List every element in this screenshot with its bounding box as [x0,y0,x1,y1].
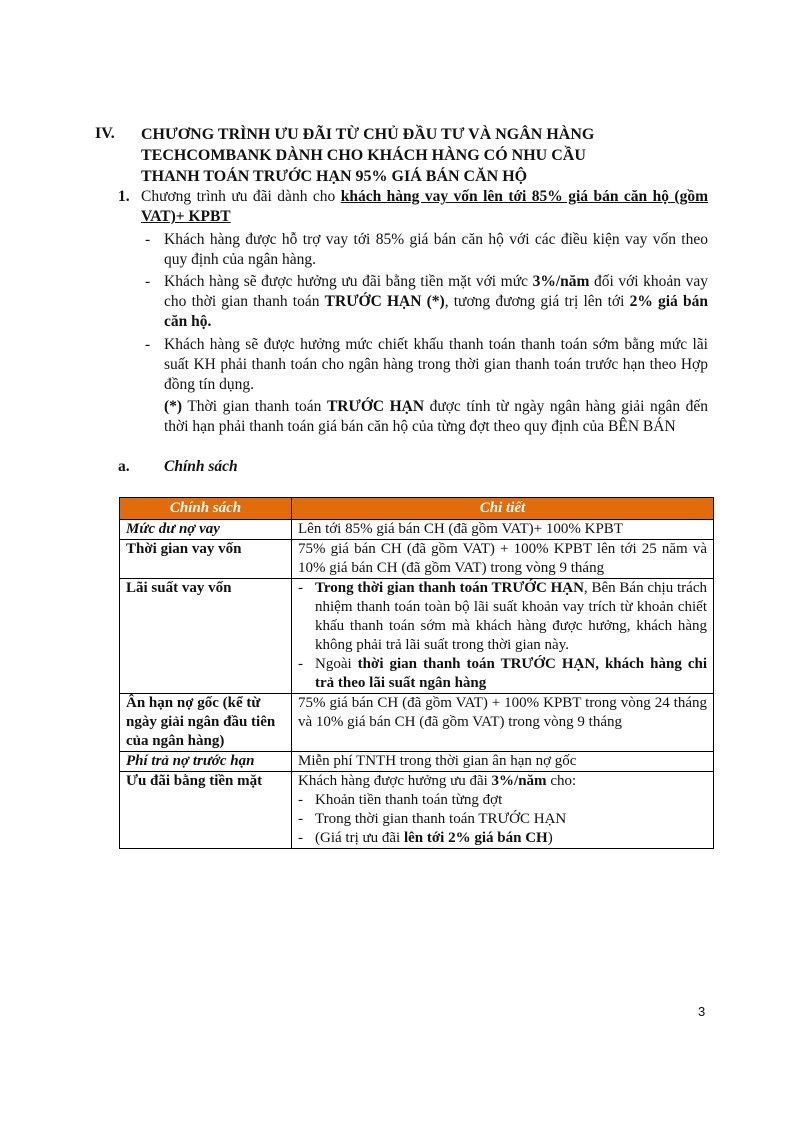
bullet-cash-incentive [164,272,708,332]
cell-text: Trong thời gian thanh toán TRƯỚC HẠN [315,811,567,827]
cell-text: ) [547,830,553,846]
bullet-text-part: đối với khoản vay cho thời gian thanh toán [164,273,708,310]
item-intro-text: Chương trình ưu đãi dành cho [141,188,341,205]
cell-bold: thời gian thanh toán TRƯỚC HẠN, khách hàng chi trả theo lãi suất ngân hàng [315,656,707,691]
cell-text: Ngoài [315,656,358,672]
cell-dash: - [298,830,303,846]
cell-bullet [298,810,707,829]
footnote-text: Thời gian thanh toán [182,398,327,415]
table-header-row [120,498,714,520]
row-detail: 75% giá bán CH (đã gồm VAT) + 100% KPBT lên tới 25 năm và 10% giá bán CH (đã gồm VAT) trong vòng 9 tháng [292,540,714,579]
cell-bullet [298,579,707,655]
bullet-dash: - [145,273,151,290]
bullet-bold-rate: 3%/năm [532,273,590,290]
row-label: Thời gian vay vốn [120,540,292,579]
bullet-text-part: , tương đương giá trị lên tới [444,293,630,310]
table-row [120,752,714,772]
row-label: Phí trả nợ trước hạn [120,752,292,772]
cell-bullet [298,791,707,810]
cell-bullet [298,655,707,693]
cell-dash: - [298,580,303,596]
cell-text: cho: [546,773,577,789]
cell-bold: Trong thời gian thanh toán TRƯỚC HẠN [315,580,584,596]
bullet-dash: - [145,231,151,248]
table-row [120,772,714,849]
header-policy: Chính sách [120,498,292,520]
subsection-letter: a. [118,458,130,475]
bullet-bold-term: TRƯỚC HẠN (*) [324,293,445,310]
page-number: 3 [698,1004,706,1019]
row-detail [292,579,714,694]
item-intro-emphasis: khách hàng vay vốn lên tới 85% giá bán căn hộ (gồm VAT)+ KPBT [141,188,708,225]
row-label: Ân hạn nợ gốc (kể từ ngày giải ngân đầu tiên của ngân hàng) [120,694,292,752]
cell-text: (Giá trị ưu đãi [315,830,404,846]
item-number: 1. [118,188,130,205]
cell-bullet [298,829,707,848]
bullet-loan-support: Khách hàng được hỗ trợ vay tới 85% giá bán căn hộ với các điều kiện vay vốn theo quy định của ngân hàng. [164,231,708,268]
section-number: IV. [95,125,115,142]
row-detail [292,772,714,849]
policy-table [119,497,714,849]
row-label: Mức dư nợ vay [120,520,292,540]
table-row [120,540,714,579]
table-row [120,520,714,540]
cell-bold: 3%/năm [491,773,547,789]
cell-dash: - [298,656,303,672]
row-detail: Lên tới 85% giá bán CH (đã gồm VAT)+ 100% KPBT [292,520,714,540]
cell-intro [298,772,707,791]
bullet-early-discount: Khách hàng sẽ được hưởng mức chiết khấu thanh toán thanh toán sớm bằng mức lãi suất KH phải thanh toán cho ngân hàng trong thời gian thanh toán trước hạn theo Hợp đồng tín dụng. [164,336,708,393]
cell-dash: - [298,811,303,827]
section-title: CHƯƠNG TRÌNH ƯU ĐÃI TỪ CHỦ ĐẦU TƯ VÀ NGÂN HÀNG TECHCOMBANK DÀNH CHO KHÁCH HÀNG CÓ NHU CẦU THANH TOÁN TRƯỚC HẠN 95% GIÁ BÁN CĂN HỘ [141,126,595,185]
footnote-bold: TRƯỚC HẠN [326,398,425,415]
header-detail: Chi tiết [292,498,714,520]
cell-text: , Bên Bán chịu trách nhiệm thanh toán toàn bộ lãi suất khoản vay trích từ khoản chiết khấu thanh toán sớm mà khách hàng được hưởng, khách hàng không phải trả lãi suất trong thời gian này. [315,580,707,653]
subsection-title: Chính sách [164,458,238,475]
bullet-dash: - [145,336,151,353]
footnote [164,397,708,437]
cell-text: Khoản tiền thanh toán từng đợt [315,792,503,808]
cell-dash: - [298,792,303,808]
footnote-marker: (*) [164,398,183,415]
cell-text: Khách hàng được hưởng ưu đãi [298,773,492,789]
footnote-text: được tính từ ngày ngân hàng giải ngân đến thời hạn phải thanh toán giá bán căn hộ của từng đợt theo quy định của BÊN BÁN [164,398,708,435]
table-row [120,694,714,752]
bullet-text-part: Khách hàng sẽ được hưởng ưu đãi bằng tiền mặt với mức [164,273,533,290]
bullet-bold-value: 2% giá bán căn hộ. [164,293,708,330]
cell-bold: lên tới 2% giá bán CH [403,830,548,846]
table-row [120,579,714,694]
row-detail: Miễn phí TNTH trong thời gian ân hạn nợ gốc [292,752,714,772]
row-detail: 75% giá bán CH (đã gồm VAT) + 100% KPBT trong vòng 24 tháng và 10% giá bán CH (đã gồm VAT) trong vòng 9 tháng [292,694,714,752]
row-label: Lãi suất vay vốn [120,579,292,694]
row-label: Ưu đãi bằng tiền mặt [120,772,292,849]
item-intro [141,187,708,227]
